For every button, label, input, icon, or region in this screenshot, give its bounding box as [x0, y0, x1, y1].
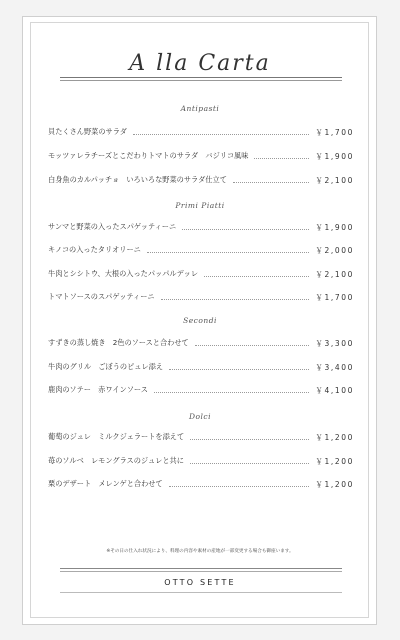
menu-item-price: ￥2,100	[315, 175, 354, 185]
menu-item	[48, 244, 354, 256]
menu-item	[48, 291, 354, 303]
menu-item-name: 牛肉とシシトウ、大根の入ったパッパルデッレ	[48, 269, 199, 278]
menu-item	[48, 337, 354, 349]
menu-item	[48, 455, 354, 467]
title-divider	[60, 77, 342, 81]
menu-item-name: 栗のデザート メレンゲと合わせて	[48, 479, 163, 488]
menu-item	[48, 361, 354, 373]
menu-item-price: ￥4,100	[315, 385, 354, 395]
dotted-leader	[190, 463, 310, 464]
dotted-leader	[147, 252, 310, 253]
dotted-leader	[254, 158, 309, 159]
menu-item-price: ￥2,000	[315, 245, 354, 255]
menu-item-name: モッツァレラチーズとこだわりトマトのサラダ バジリコ風味	[48, 151, 249, 160]
menu-item-price: ￥1,700	[315, 292, 354, 302]
section-heading-primi-piatti: Primi Piatti	[0, 201, 400, 210]
menu-item-name: 葡萄のジュレ ミルクジェラートを添えて	[48, 432, 185, 441]
dotted-leader	[169, 369, 309, 370]
menu-item	[48, 478, 354, 490]
menu-item-price: ￥1,200	[315, 479, 354, 489]
menu-item-name: 苺のソルベ レモングラスのジュレと共に	[48, 456, 184, 465]
menu-item-name: 鹿肉のソテー 赤ワインソース	[48, 385, 148, 394]
menu-item	[48, 268, 354, 280]
menu-item-name: 牛肉のグリル ごぼうのピュレ添え	[48, 362, 164, 371]
section-heading-dolci: Dolci	[0, 412, 400, 421]
menu-item-price: ￥1,200	[315, 456, 354, 466]
dotted-leader	[169, 486, 310, 487]
footnote: ※その日の仕入れ状況により、料理の内容や素材の産地が一部変更する場合も御座います。	[106, 549, 294, 554]
dotted-leader	[161, 299, 310, 300]
menu-item-name: 貝たくさん野菜のサラダ	[48, 127, 127, 136]
menu-item	[48, 174, 354, 186]
menu-item	[48, 126, 354, 138]
menu-item	[48, 431, 354, 443]
menu-item-price: ￥1,200	[315, 432, 354, 442]
menu-item-name: すずきの蒸し焼き 2色のソースと合わせて	[48, 338, 189, 347]
menu-item	[48, 221, 354, 233]
menu-item-price: ￥2,100	[315, 269, 354, 279]
menu-item-name: トマトソースのスパゲッティーニ	[48, 292, 155, 301]
menu-item-price: ￥1,900	[315, 151, 354, 161]
menu-item	[48, 384, 354, 396]
dotted-leader	[182, 229, 309, 230]
menu-item-price: ￥3,300	[315, 338, 354, 348]
menu-item	[48, 150, 354, 162]
section-heading-antipasti: Antipasti	[0, 104, 400, 113]
dotted-leader	[204, 276, 309, 277]
menu-item-name: 白身魚のカルパッチョ いろいろな野菜のサラダ仕立て	[48, 175, 227, 184]
menu-item-price: ￥3,400	[315, 362, 354, 372]
footer-bottom-line	[60, 592, 342, 593]
menu-item-price: ￥1,900	[315, 222, 354, 232]
dotted-leader	[154, 392, 310, 393]
dotted-leader	[190, 439, 309, 440]
dotted-leader	[195, 345, 310, 346]
menu-item-name: キノコの入ったタリオリーニ	[48, 245, 141, 254]
section-heading-secondi: Secondi	[0, 316, 400, 325]
menu-item-name: サンマと野菜の入ったスパゲッティーニ	[48, 222, 177, 231]
menu-title: A lla Carta	[129, 51, 271, 76]
brand-logo-text: OTTO SETTE	[164, 578, 236, 587]
dotted-leader	[233, 182, 310, 183]
dotted-leader	[133, 134, 309, 135]
footer-divider	[60, 568, 342, 572]
menu-item-price: ￥1,700	[315, 127, 354, 137]
